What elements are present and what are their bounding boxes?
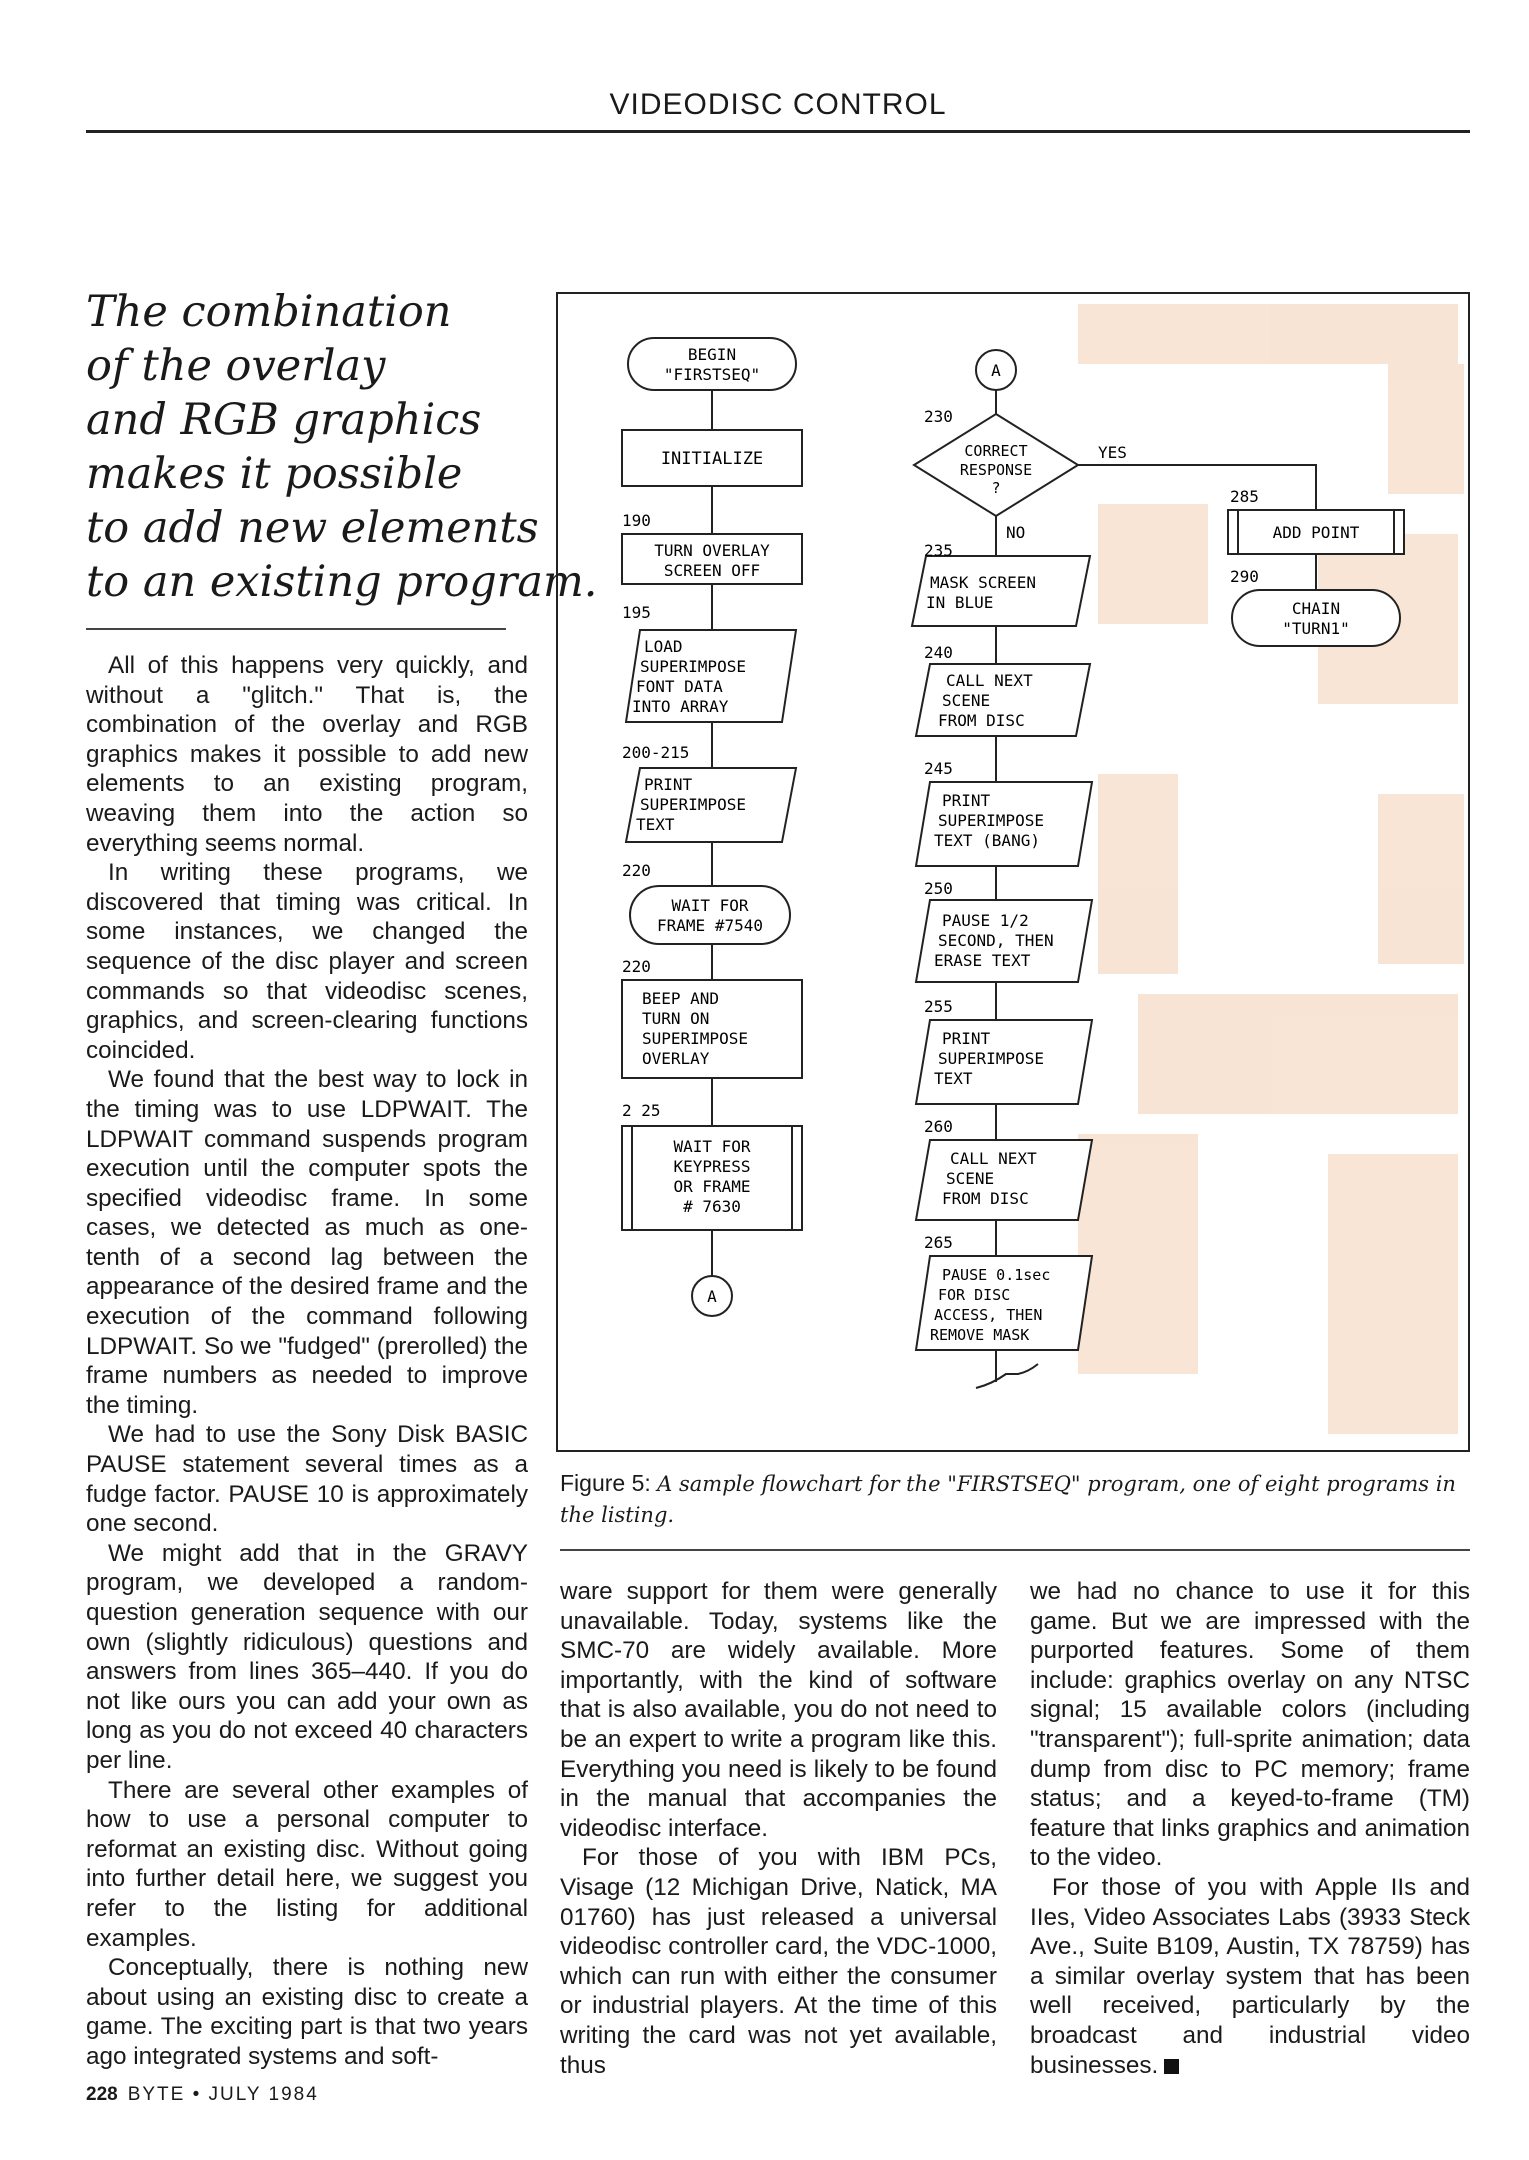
caption-label: Figure 5: xyxy=(560,1470,651,1496)
paragraph: We might add that in the GRAVY program, we developed a random-question generation sequence with our own (slightly ridiculous) questions and answers from lines 365–440. If you do not like ours you can add your own as long as you do not exceed 40 characters per line. xyxy=(86,1539,528,1774)
pull-quote-line: The combination xyxy=(86,287,452,337)
node-label: BEGIN xyxy=(687,345,737,364)
body-column-2 xyxy=(560,1577,997,2080)
node-label: PAUSE 0.1sec xyxy=(942,1266,1051,1284)
line-number-label: 240 xyxy=(924,643,953,662)
node-label: # 7630 xyxy=(683,1197,741,1216)
end-mark-icon xyxy=(1164,2059,1179,2074)
pull-quote xyxy=(86,285,598,609)
node-label: SUPERIMPOSE xyxy=(640,657,746,676)
node-label: SECOND, THEN xyxy=(938,931,1054,950)
node-label: SCENE xyxy=(942,691,991,710)
paragraph: We found that the best way to lock in the timing was to use LDPWAIT. The LDPWAIT command suspends program execution until the computer spots the specified videodisc frame. In some cases, we detected as much as one-tenth of a second lag between the appearance of the desired frame and the execution of the command following LDPWAIT. So we "fudged" (prerolled) the frame numbers as needed to improve the timing. xyxy=(86,1066,528,1419)
line-number-label: 230 xyxy=(924,407,953,426)
pull-quote-line: to add new elements xyxy=(86,503,539,553)
node-label: FRAME #7540 xyxy=(657,916,763,935)
line-number-label: 265 xyxy=(924,1233,953,1252)
node-label: CORRECT xyxy=(964,442,1028,460)
figure-flowchart xyxy=(556,292,1470,1452)
node-label: RESPONSE xyxy=(959,461,1033,479)
node-label: MASK SCREEN xyxy=(930,573,1036,592)
paragraph: There are several other examples of how to use a personal computer to reformat an existing disc. Without going into further detail here, we suggest you refer to the listing for additional examples. xyxy=(86,1776,528,1952)
line-number-label: 220 xyxy=(622,957,651,976)
node-label: CALL NEXT xyxy=(950,1149,1037,1168)
background-pixel-art xyxy=(1078,304,1464,1434)
node-label: PRINT xyxy=(942,1029,991,1048)
node-label: "TURN1" xyxy=(1282,619,1350,638)
line-number-label: 290 xyxy=(1230,567,1259,586)
caption-rule xyxy=(560,1549,1470,1551)
node-label: CHAIN xyxy=(1291,599,1341,618)
pull-quote-line: makes it possible xyxy=(86,449,463,499)
node-label: REMOVE MASK xyxy=(930,1326,1030,1344)
header-rule xyxy=(86,130,1470,133)
node-label: WAIT FOR xyxy=(673,1137,751,1156)
node-label: KEYPRESS xyxy=(673,1157,751,1176)
figure-caption xyxy=(560,1468,1460,1530)
line-number-label: 285 xyxy=(1230,487,1259,506)
connector-label: A xyxy=(707,1287,717,1306)
node-label: FOR DISC xyxy=(938,1286,1011,1304)
flowchart-diagram xyxy=(558,294,1468,1450)
running-header: VIDEODISC CONTROL xyxy=(609,88,947,121)
line-number-label: 255 xyxy=(924,997,953,1016)
paragraph-text: For those of you with Apple IIs and IIes, Video Associates Labs (3933 Steck Ave., Suite B109, Austin, TX 78759) has a similar overlay system that has been well received, particularly by the broadcast and industrial video businesses. xyxy=(1030,1873,1470,2079)
paragraph: We had to use the Sony Disk BASIC PAUSE statement several times as a fudge factor. PAUSE 10 is approximately one second. xyxy=(86,1421,528,1538)
node-label: TURN OVERLAY xyxy=(654,541,770,560)
node-label: LOAD xyxy=(644,637,683,656)
node-label: SCREEN OFF xyxy=(663,561,761,580)
paragraph: In writing these programs, we discovered that timing was critical. In some instances, we changed the sequence of the disc player and screen commands so that videodisc scenes, graphics, and screen-clearing functions coincided. xyxy=(86,859,528,1064)
node-label: OVERLAY xyxy=(642,1049,710,1068)
node-label: SUPERIMPOSE xyxy=(642,1029,748,1048)
node-label: "FIRSTSEQ" xyxy=(663,365,761,384)
pull-quote-line: and RGB graphics xyxy=(86,395,482,445)
node-label: TEXT xyxy=(934,1069,973,1088)
node-label: FROM DISC xyxy=(942,1189,1029,1208)
line-number-label: 200-215 xyxy=(622,743,690,762)
node-label: SUPERIMPOSE xyxy=(640,795,746,814)
branch-label-no: NO xyxy=(1006,523,1026,542)
node-label: ERASE TEXT xyxy=(934,951,1031,970)
node-label: FROM DISC xyxy=(938,711,1025,730)
paragraph: For those of you with IBM PCs, Visage (12 Michigan Drive, Natick, MA 01760) has just released a universal videodisc controller card, the VDC-1000, which can run with either the consumer or industrial players. At the time of this writing the card was not yet available, thus xyxy=(560,1844,997,2079)
node-label: OR FRAME xyxy=(673,1177,751,1196)
node-label: INITIALIZE xyxy=(660,449,764,469)
node-label: PRINT xyxy=(644,775,693,794)
pull-quote-line: of the overlay xyxy=(86,341,386,391)
node-label: PAUSE 1/2 xyxy=(942,911,1029,930)
line-number-label: 250 xyxy=(924,879,953,898)
line-number-label: 195 xyxy=(622,603,651,622)
line-number-label: 235 xyxy=(924,541,953,560)
node-label: SCENE xyxy=(946,1169,995,1188)
node-label: TEXT (BANG) xyxy=(934,831,1040,850)
node-label: ? xyxy=(991,479,1001,497)
paragraph xyxy=(1030,1873,1470,2080)
node-label: IN BLUE xyxy=(926,593,994,612)
page-footer xyxy=(86,2084,319,2106)
node-label: ACCESS, THEN xyxy=(934,1306,1043,1324)
node-label: PRINT xyxy=(942,791,991,810)
node-label: TEXT xyxy=(636,815,675,834)
node-label: BEEP AND xyxy=(642,989,720,1008)
pull-quote-rule xyxy=(86,628,506,630)
line-number-label: 245 xyxy=(924,759,953,778)
line-number-label: 2 25 xyxy=(622,1101,661,1120)
node-label: WAIT FOR xyxy=(671,896,749,915)
node-label: INTO ARRAY xyxy=(632,697,729,716)
pull-quote-line: to an existing program. xyxy=(86,557,598,607)
node-label: SUPERIMPOSE xyxy=(938,811,1044,830)
node-label: TURN ON xyxy=(642,1009,710,1028)
line-number-label: 220 xyxy=(622,861,651,880)
body-column-1 xyxy=(86,651,528,2072)
connector-label: A xyxy=(991,361,1001,380)
paragraph: Conceptually, there is nothing new about using an existing disc to create a game. The exciting part is that two years ago integrated systems and soft- xyxy=(86,1954,528,2070)
node-label: ADD POINT xyxy=(1272,523,1360,542)
line-number-label: 190 xyxy=(622,511,651,530)
line-number-label: 260 xyxy=(924,1117,953,1136)
node-label: FONT DATA xyxy=(636,677,723,696)
magazine-issue: BYTE • JULY 1984 xyxy=(127,2084,319,2105)
body-column-3 xyxy=(1030,1577,1470,2080)
node-label: CALL NEXT xyxy=(946,671,1033,690)
paragraph: All of this happens very quickly, and without a "glitch." That is, the combination of the overlay and RGB graphics makes it possible to add new elements to an existing program, weaving them into the action so everything seems normal. xyxy=(86,652,528,857)
page-number: 228 xyxy=(86,2084,118,2105)
node-label: SUPERIMPOSE xyxy=(938,1049,1044,1068)
caption-text: A sample flowchart for the "FIRSTSEQ" program, one of eight programs in the listing. xyxy=(560,1472,1456,1527)
paragraph: ware support for them were generally unavailable. Today, systems like the SMC-70 are widely available. More importantly, with the kind of software that is also available, you do not need to be an expert to write a program like this. Everything you need is likely to be found in the manual that accompanies the videodisc interface. xyxy=(560,1578,997,1842)
branch-label-yes: YES xyxy=(1098,443,1127,462)
paragraph: we had no chance to use it for this game. But we are impressed with the purported features. Some of them include: graphics overlay on any NTSC signal; 15 available colors (including "transparent"); full-sprite animation; data dump from disc to PC memory; frame status; and a keyed-to-frame (TM) feature that links graphics and animation to the video. xyxy=(1030,1578,1470,1872)
